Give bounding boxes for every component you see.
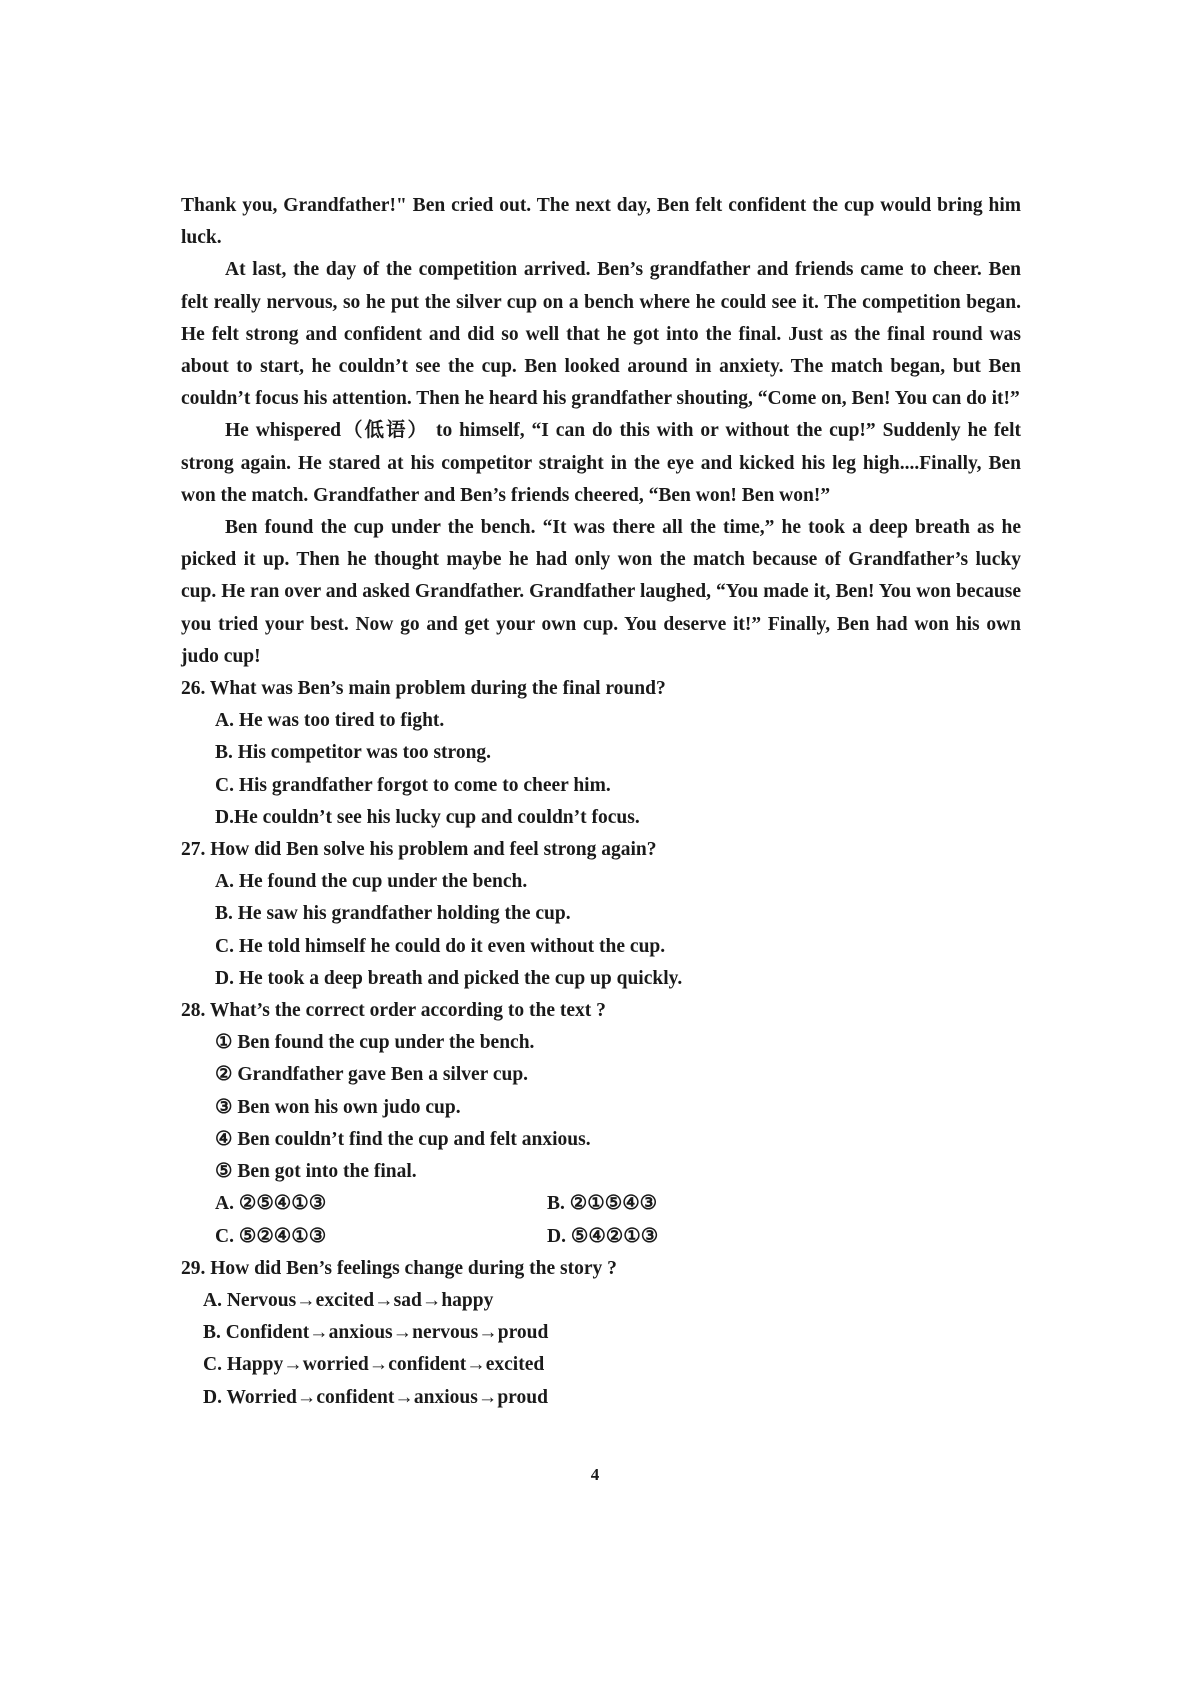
question-27-option-a: A. He found the cup under the bench. [215, 871, 528, 893]
question-29-option-d: D. Worried→confident→anxious→proud [203, 1386, 548, 1408]
question-29-option-b: B. Confident→anxious→nervous→proud [203, 1322, 549, 1344]
question-28-event-4: ④ Ben couldn’t find the cup and felt anxious. [215, 1128, 591, 1150]
question-26-option-c: C. His grandfather forgot to come to cheer him. [215, 774, 611, 796]
question-28-event-1: ① Ben found the cup under the bench. [215, 1032, 535, 1054]
question-26-stem: 26. What was Ben’s main problem during the final round? [181, 678, 666, 700]
passage-paragraph-1: Thank you, Grandfather!" Ben cried out. The next day, Ben felt confident the cup would bring him luck. [181, 195, 1021, 249]
question-29-stem: 29. How did Ben’s feelings change during the story ? [181, 1257, 617, 1279]
question-26 [181, 673, 1021, 834]
question-27 [181, 834, 1021, 995]
reading-passage [181, 190, 1021, 673]
question-26-option-b: B. His competitor was too strong. [215, 742, 492, 764]
passage-paragraph-3: He whispered（低语） to himself, “I can do this with or without the cup!” Suddenly he felt strong again. He stared at his competitor straight in the eye and kicked his leg high....Finally, Ben won the match. Grandfather and Ben’s friends cheered, “Ben won! Ben won!” [181, 420, 1021, 506]
question-28-event-2: ② Grandfather gave Ben a silver cup. [215, 1064, 529, 1086]
passage-paragraph-4: Ben found the cup under the bench. “It was there all the time,” he took a deep breath as he picked it up. Then he thought maybe he had only won the match because of Grandfather’s lucky cup. He ran over and asked Grandfather. Grandfather laughed, “You made it, Ben! You won because you tried your best. Now go and get your own cup. You deserve it!” Finally, Ben had won his own judo cup! [181, 517, 1021, 667]
question-26-option-d: D.He couldn’t see his lucky cup and couldn’t focus. [215, 806, 640, 828]
question-28 [181, 995, 1021, 1253]
passage-paragraph-2: At last, the day of the competition arrived. Ben’s grandfather and friends came to cheer. Ben felt really nervous, so he put the silver cup on a bench where he could see it. The competition began. He felt strong and confident and did so well that he got into the final. Just as the final round was about to start, he couldn’t see the cup. Ben looked around in anxiety. The match began, but Ben couldn’t focus his attention. Then he heard his grandfather shouting, “Come on, Ben! You can do it!” [181, 259, 1021, 410]
question-27-stem: 27. How did Ben solve his problem and feel strong again? [181, 839, 657, 861]
page-number: 4 [590, 1465, 600, 1484]
question-28-event-5: ⑤ Ben got into the final. [215, 1161, 417, 1183]
question-28-option-c: C. ⑤②④①③ [215, 1225, 327, 1247]
question-27-option-b: B. He saw his grandfather holding the cup. [215, 903, 571, 925]
question-29 [181, 1253, 1021, 1414]
question-28-option-d: D. ⑤④②①③ [547, 1225, 659, 1247]
question-26-option-a: A. He was too tired to fight. [215, 710, 445, 732]
question-29-option-a: A. Nervous→excited→sad→happy [203, 1289, 494, 1311]
question-29-option-c: C. Happy→worried→confident→excited [203, 1354, 545, 1376]
question-28-option-b: B. ②①⑤④③ [547, 1193, 658, 1215]
question-28-event-3: ③ Ben won his own judo cup. [215, 1096, 461, 1118]
question-27-option-d: D. He took a deep breath and picked the cup up quickly. [215, 967, 683, 989]
question-27-option-c: C. He told himself he could do it even without the cup. [215, 935, 666, 957]
exam-page-content [181, 190, 1021, 1414]
question-28-option-a: A. ②⑤④①③ [215, 1193, 327, 1215]
question-28-stem: 28. What’s the correct order according to the text ? [181, 1000, 606, 1022]
question-28-options [215, 1188, 1021, 1252]
